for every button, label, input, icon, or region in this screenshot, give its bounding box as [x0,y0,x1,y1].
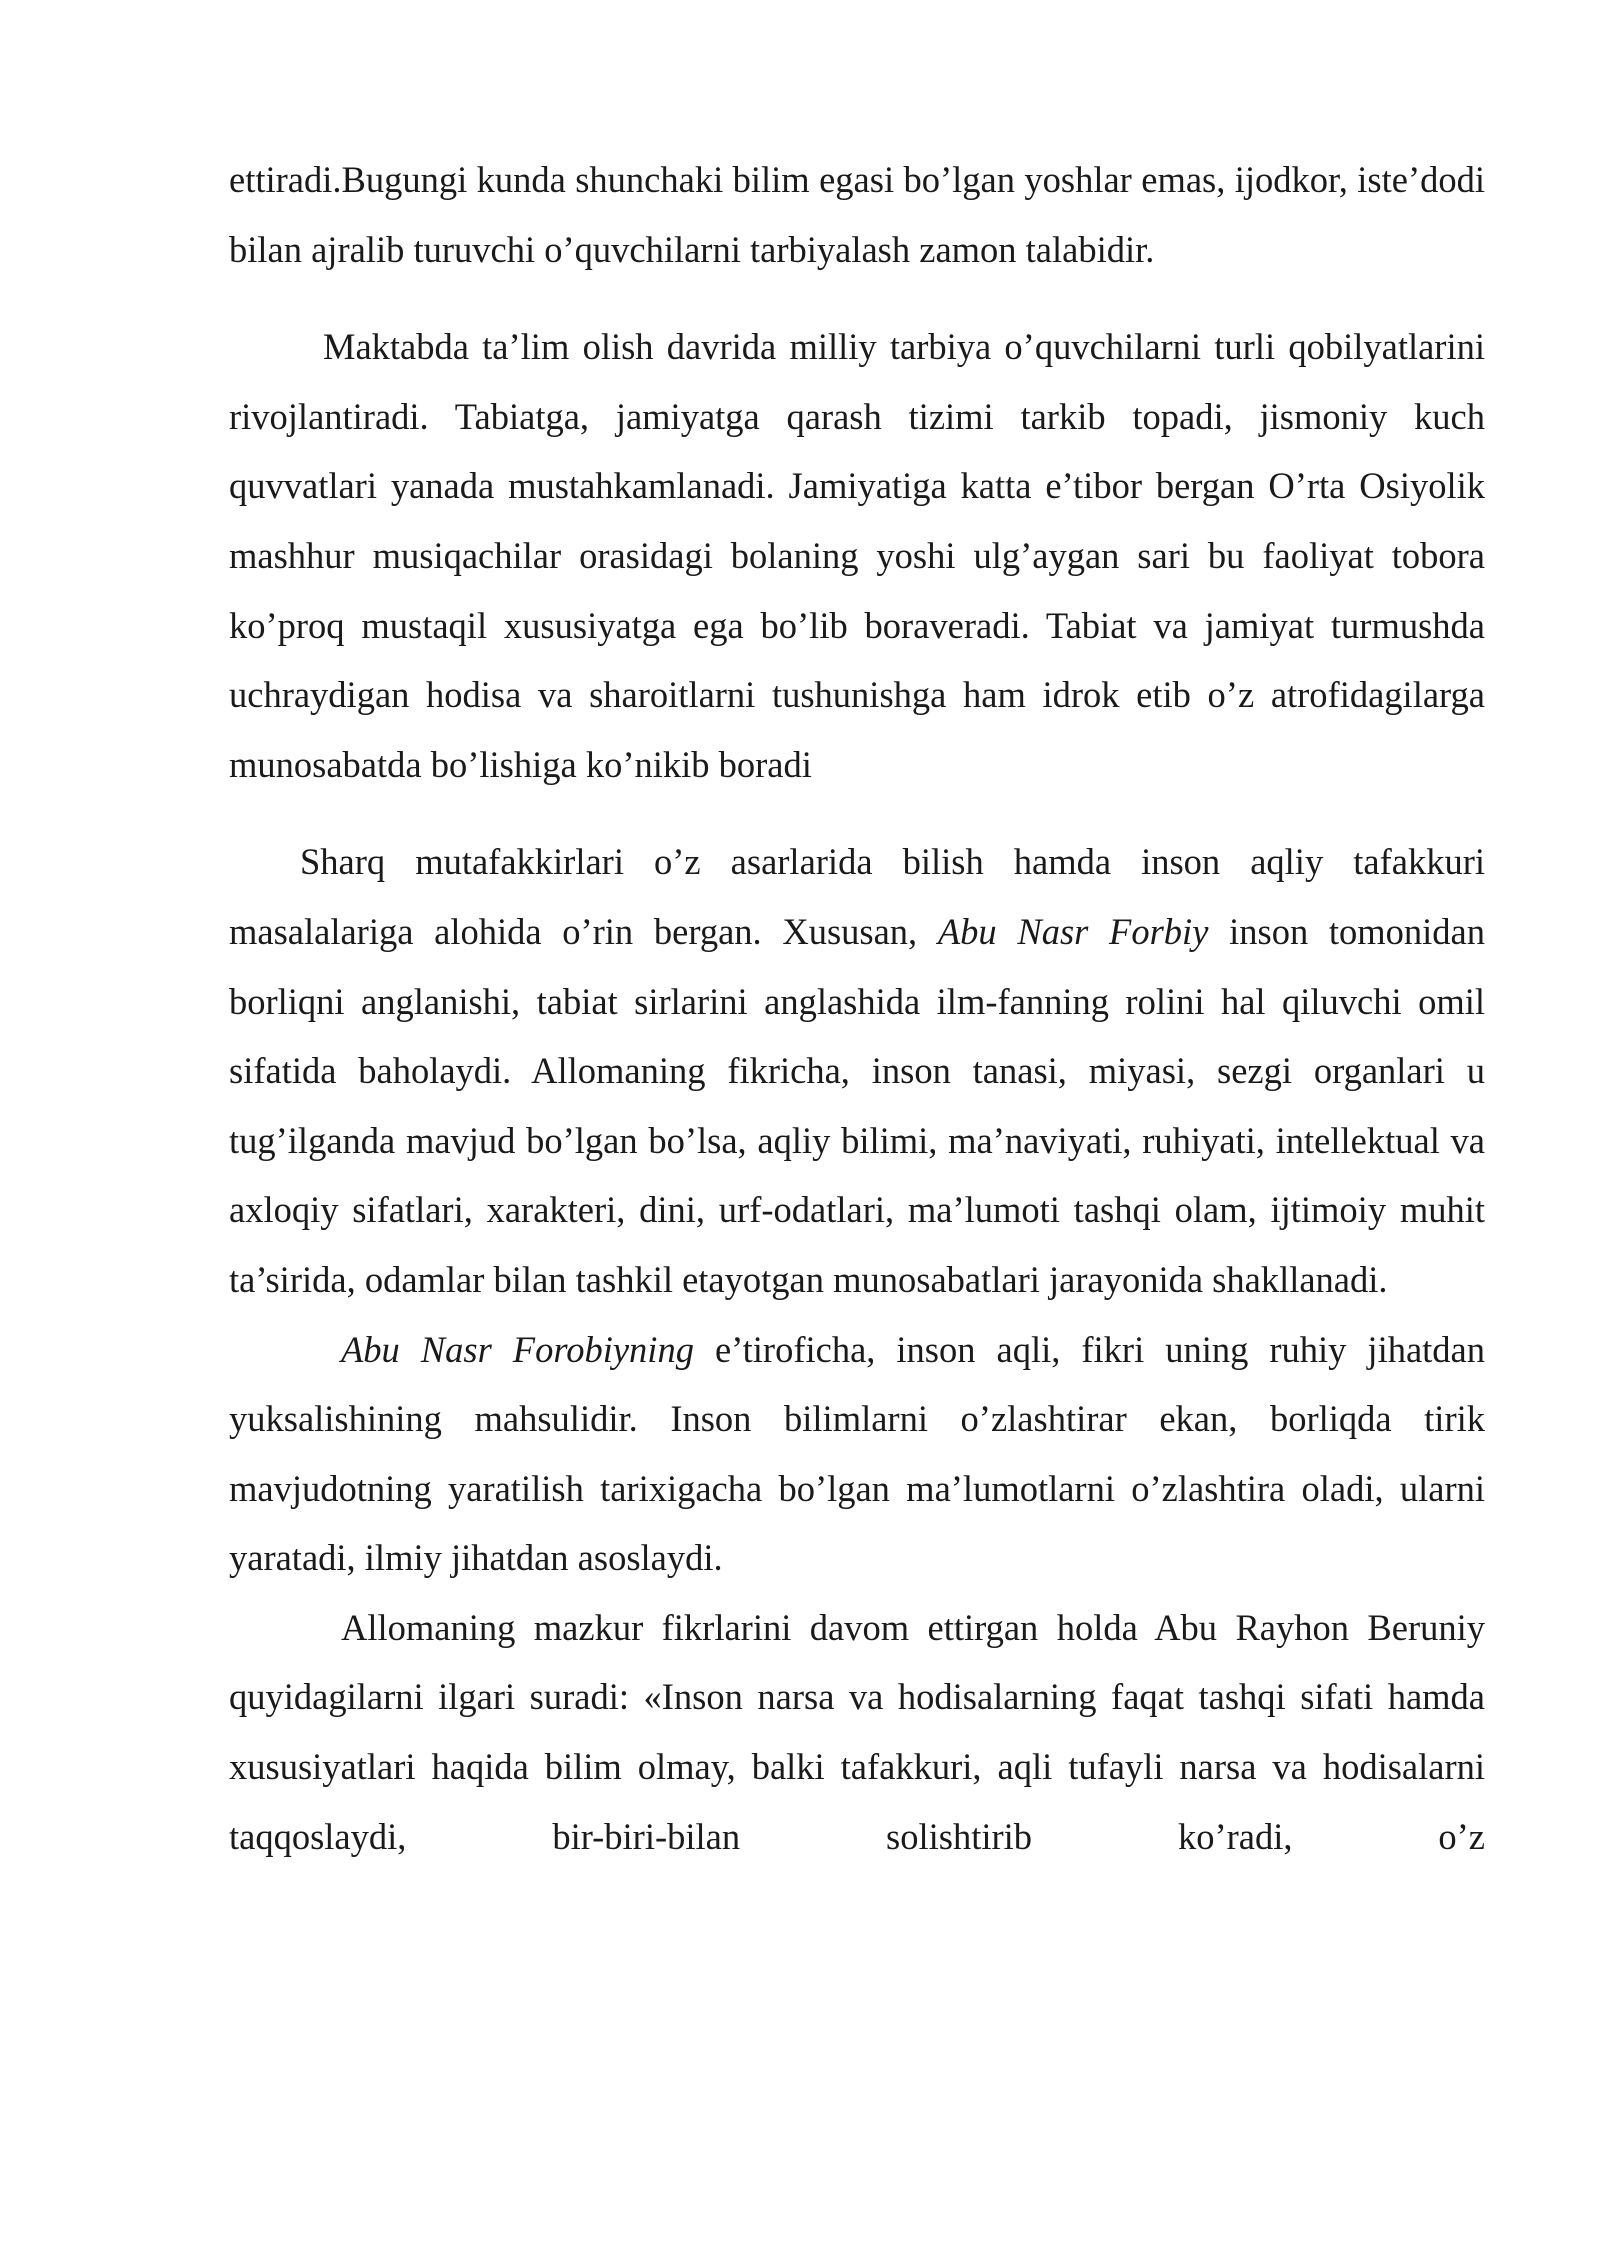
paragraph-4-text-after: e’tiroficha, inson aqli, fikri uning ruhiy jihatdan yuksalishining mahsulidir. Inson bilimlarni o’zlashtirar ekan, borliqda tirik mavjudotning yaratilish tarixigacha bo’lgan ma’lumotlarni o’zlashtira oladi, ularni yaratadi, ilmiy jihatdan asoslaydi. [229,1328,1485,1579]
paragraph-5: Allomaning mazkur fikrlarini davom ettirgan holda Abu Rayhon Beruniy quyidagilarni ilgari suradi: «Inson narsa va hodisalarning faqat tashqi sifati hamda xususiyatlari haqida bilim olmay, balki tafakkuri, aqli tufayli narsa va hodisalarni taqqoslaydi, bir-biri-bilan solishtirib ko’radi, o’z [229,1606,1485,1857]
paragraph-2: Maktabda ta’lim olish davrida milliy tarbiya o’quvchilarni turli qobilyatlarini rivojlantiradi. Tabiatga, jamiyatga qarash tizimi tarkib topadi, jismoniy kuch quvvatlari yanada mustahkamlanadi. Jamiyatiga katta e’tibor bergan O’rta Osiyolik mashhur musiqachilar orasidagi bolaning yoshi ulg’aygan sari bu faoliyat tobora ko’proq mustaqil xususiyatga ega bo’lib boraveradi. Tabiat va jamiyat turmushda uchraydigan hodisa va sharoitlarni tushunishga ham idrok etib o’z atrofidagilarga munosabatda bo’lishiga ko’nikib boradi [229,326,1485,785]
paragraph-4-author-name: Abu Nasr Forobiyning [341,1328,694,1370]
document-page [229,145,1485,1871]
paragraph-3-author-name: Abu Nasr Forbiy [937,910,1209,952]
paragraph-1: ettiradi.Bugungi kunda shunchaki bilim egasi bo’lgan yoshlar emas, ijodkor, iste’dodi bilan ajralib turuvchi o’quvchilarni tarbiyalash zamon talabidir. [229,159,1485,270]
paragraph-4 [229,1315,1485,1593]
paragraph-3 [229,827,1485,1314]
paragraph-3-text-before: Sharq mutafakkirlari o’z asarlarida bilish hamda inson aqliy tafakkuri masalalariga alohida o’rin bergan. Xususan, [229,841,1485,952]
paragraph-3-text-after: inson tomonidan borliqni anglanishi, tabiat sirlarini anglashida ilm-fanning rolini hal qiluvchi omil sifatida baholaydi. Allomaning fikricha, inson tanasi, miyasi, sezgi organlari u tug’ilganda mavjud bo’lgan bo’lsa, aqliy bilimi, ma’naviyati, ruhiyati, intellektual va axloqiy sifatlari, xarakteri, dini, urf-odatlari, ma’lumoti tashqi olam, ijtimoiy muhit ta’sirida, odamlar bilan tashkil etayotgan munosabatlari jarayonida shakllanadi. [229,910,1485,1300]
